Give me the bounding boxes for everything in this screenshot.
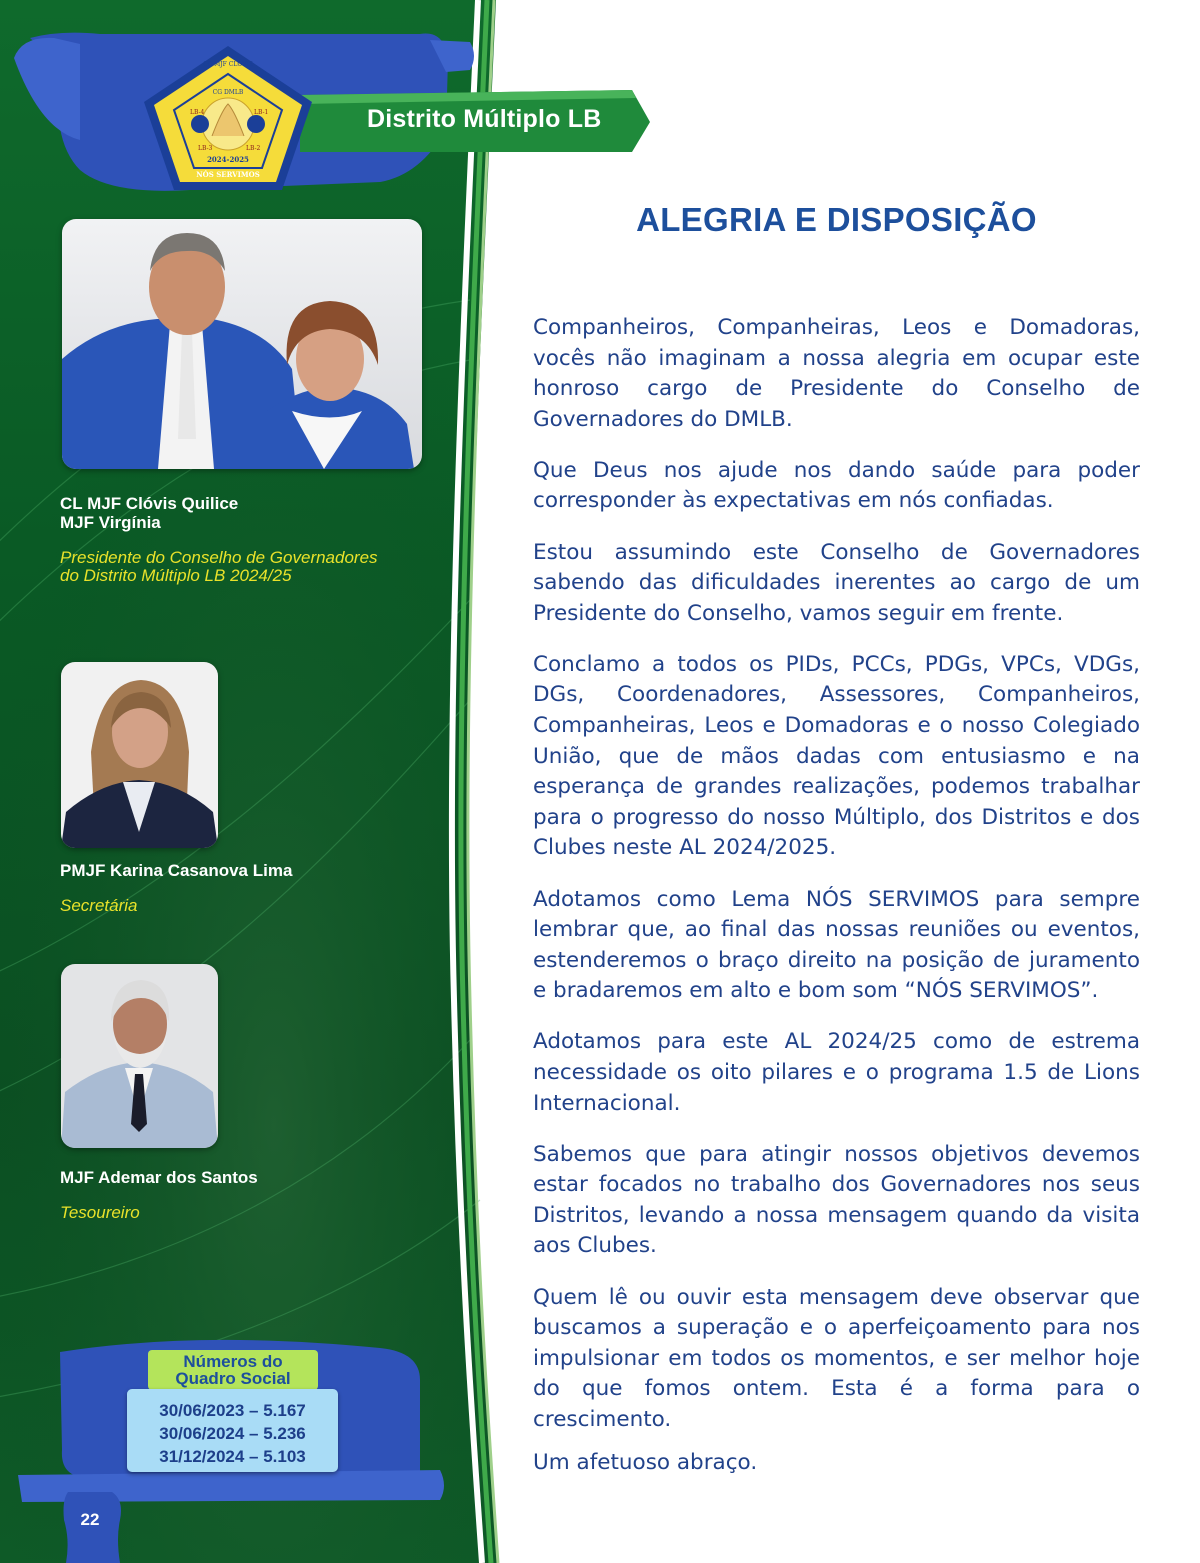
officer-2-role: Secretária [60, 896, 138, 915]
officer-1-name [60, 494, 238, 532]
article-paragraph: Que Deus nos ajude nos dando saúde para poder corresponder às expectativas em nós confiadas. [533, 457, 1140, 514]
svg-text:LB-1: LB-1 [254, 109, 269, 116]
officer-3-name: MJF Ademar dos Santos [60, 1168, 258, 1187]
president-couple-photo [62, 219, 422, 469]
article-paragraph: Estou assumindo este Conselho de Governadores sabendo das dificuldades inerentes ao cargo de um Presidente do Conselho, vamos seguir em frente. [533, 539, 1140, 626]
membership-title-line2: Quadro Social [175, 1369, 291, 1388]
officer-1-name-line2: MJF Virgínia [60, 513, 161, 532]
officer-1-role-line2: do Distrito Múltiplo LB 2024/25 [60, 566, 292, 585]
svg-text:NÓS SERVIMOS: NÓS SERVIMOS [196, 170, 260, 179]
colegiado-emblem-icon [142, 44, 314, 192]
treasurer-photo [61, 964, 218, 1148]
article-body [533, 313, 1140, 1456]
page-number: 22 [80, 1510, 100, 1529]
membership-entry: 30/06/2023 – 5.167 [159, 1401, 306, 1420]
membership-values [127, 1389, 338, 1472]
officer-1-role-line1: Presidente do Conselho de Governadores [60, 548, 378, 567]
officer-3-role: Tesoureiro [60, 1203, 140, 1222]
officer-2-name: PMJF Karina Casanova Lima [60, 861, 293, 880]
svg-text:2024-2025: 2024-2025 [207, 155, 249, 164]
svg-text:LB-2: LB-2 [246, 145, 261, 152]
membership-box-title [148, 1350, 318, 1390]
article-paragraph: Conclamo a todos os PIDs, PCCs, PDGs, VPCs, VDGs, DGs, Coordenadores, Assessores, Companheiros, Companheiras, Leos e Domadoras e o nosso Colegiado União, que de mãos dadas com entusiasmo e na esperança de grandes realizações, podemos trabalhar para o progresso do nosso Múltiplo, dos Distritos e dos Clubes neste AL 2024/2025. [533, 651, 1140, 861]
svg-text:CC MJF CLÓVIS: CC MJF CLÓVIS [203, 61, 253, 68]
article-closing: Um afetuoso abraço. [533, 1450, 758, 1475]
membership-title-line1: Números do [183, 1352, 283, 1371]
svg-text:LB-4: LB-4 [190, 109, 205, 116]
article-title: ALEGRIA E DISPOSIÇÃO [636, 201, 1037, 238]
secretary-photo [61, 662, 218, 848]
officer-1-role [60, 549, 378, 585]
membership-entry: 31/12/2024 – 5.103 [159, 1447, 306, 1466]
membership-entry: 30/06/2024 – 5.236 [159, 1424, 306, 1443]
district-tab-label: Distrito Múltiplo LB [367, 105, 602, 133]
article-paragraph: Adotamos para este AL 2024/25 como de estrema necessidade os oito pilares e o programa 1.5 de Lions Internacional. [533, 1029, 1140, 1116]
article-paragraph: Adotamos como Lema NÓS SERVIMOS para sempre lembrar que, ao final das nossas reuniões ou eventos, estenderemos o braço direito na posição de juramento e bradaremos em alto e bom som “NÓS SERVIMOS”. [533, 886, 1140, 1004]
officer-1-name-line1: CL MJF Clóvis Quilice [60, 494, 239, 513]
article-paragraph: Sabemos que para atingir nossos objetivos devemos estar focados no trabalho dos Governadores nos seus Distritos, levando a nossa mensagem quando da visita aos Clubes. [533, 1141, 1140, 1259]
article-paragraph: Quem lê ou ouvir esta mensagem deve observar que buscamos a superação e o aperfeiçoamento para nos impulsionar em todos os momentos, e ser melhor hoje do que fomos ontem. Esta é a forma para o crescimento. [533, 1284, 1140, 1432]
svg-text:LB-3: LB-3 [198, 145, 213, 152]
article-paragraph: Companheiros, Companheiras, Leos e Domadoras, vocês não imaginam a nossa alegria em ocupar este honroso cargo de Presidente do Conselho de Governadores do DMLB. [533, 315, 1140, 432]
svg-text:CG DMLB: CG DMLB [212, 89, 244, 96]
